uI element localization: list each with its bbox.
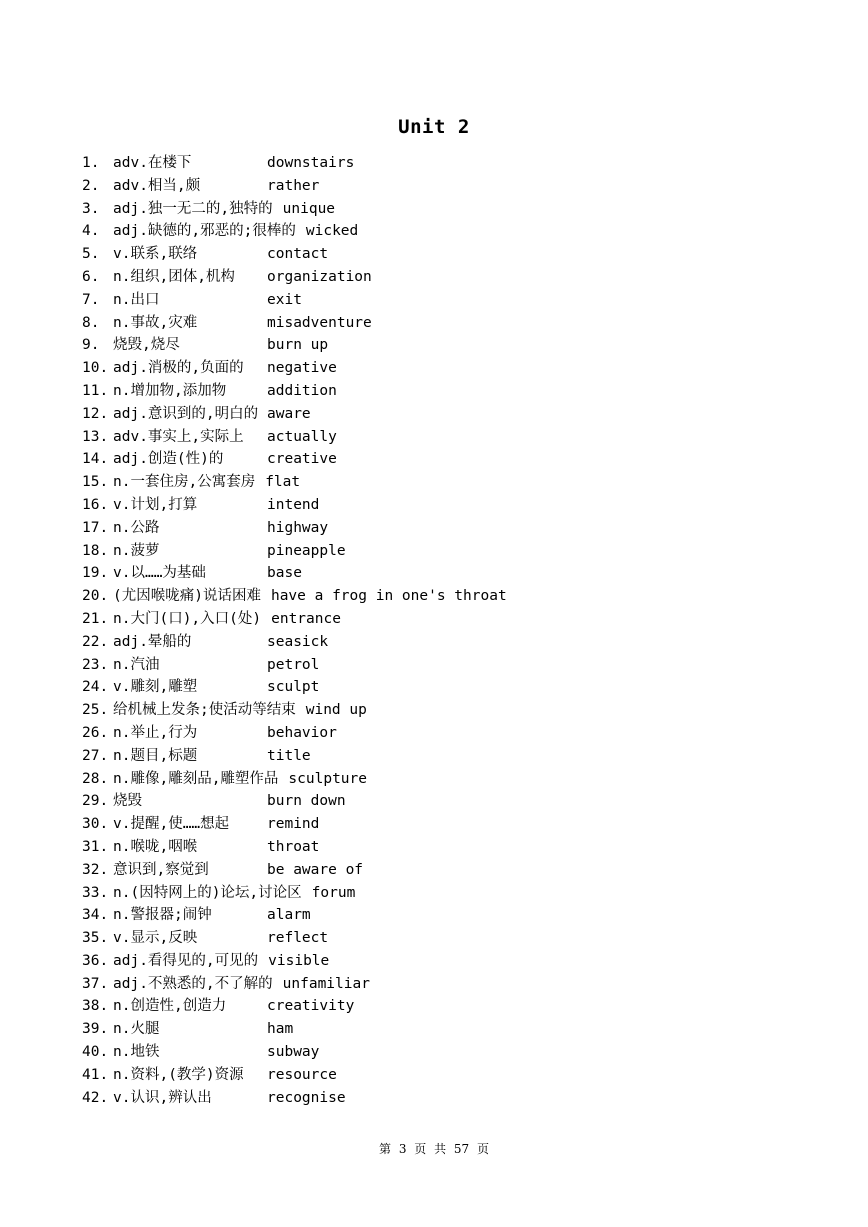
entry-definition: 给机械上发条;使活动等结束 (113, 702, 296, 719)
entry-definition: v.认识,辨认出 (113, 1089, 212, 1106)
entry-definition: n.资料,(教学)资源 (113, 1066, 244, 1083)
entry-definition: 意识到,察觉到 (113, 861, 209, 878)
entry-term: forum (311, 884, 356, 901)
entry-definition: v.提醒,使……想起 (113, 816, 230, 833)
vocab-row (82, 859, 782, 882)
entry-definition: n.出口 (113, 291, 160, 308)
entry-definition: 烧毁,烧尽 (113, 337, 180, 354)
vocab-row (82, 517, 782, 540)
entry-term: wind up (305, 702, 367, 719)
entry-definition: n.增加物,添加物 (113, 382, 227, 399)
entry-number: 40. (82, 1044, 109, 1061)
entry-term: be aware of (267, 861, 364, 878)
entry-definition: n.举止,行为 (113, 724, 198, 741)
entry-number: 16. (82, 496, 109, 513)
entry-definition: adj.独一无二的,独特的 (113, 200, 273, 217)
entry-number: 25. (82, 702, 109, 719)
vocab-row (82, 334, 782, 357)
vocab-row (82, 585, 782, 608)
vocab-row (82, 654, 782, 677)
vocab-row (82, 676, 782, 699)
entry-term: negative (267, 360, 337, 377)
vocab-list (82, 152, 782, 1109)
entry-number: 33. (82, 884, 109, 901)
vocab-row (82, 1018, 782, 1041)
entry-term: intend (267, 496, 320, 513)
entry-number: 10. (82, 360, 109, 377)
entry-term: alarm (267, 907, 311, 924)
entry-definition: n.事故,灾难 (113, 314, 198, 331)
entry-definition: adv.事实上,实际上 (113, 428, 244, 445)
entry-definition: adj.不熟悉的,不了解的 (113, 975, 273, 992)
vocab-row (82, 904, 782, 927)
entry-number: 13. (82, 428, 109, 445)
entry-definition: v.雕刻,雕塑 (113, 679, 198, 696)
entry-definition: adj.创造(性)的 (113, 451, 224, 468)
vocab-row (82, 1041, 782, 1064)
entry-number: 2. (82, 177, 100, 194)
entry-number: 30. (82, 816, 109, 833)
entry-definition: n.警报器;闹钟 (113, 907, 212, 924)
entry-term: recognise (267, 1089, 346, 1106)
vocab-row (82, 540, 782, 563)
entry-number: 27. (82, 747, 109, 764)
entry-term: downstairs (267, 155, 355, 171)
vocab-row (82, 175, 782, 198)
entry-term: throat (267, 838, 320, 855)
entry-term: actually (267, 428, 337, 445)
entry-term: unfamiliar (282, 975, 370, 992)
entry-definition: adj.消极的,负面的 (113, 360, 244, 377)
vocab-row (82, 380, 782, 403)
entry-number: 34. (82, 907, 109, 924)
vocab-row (82, 312, 782, 335)
entry-definition: adj.意识到的,明白的 (113, 405, 259, 422)
vocab-row (82, 790, 782, 813)
vocab-row (82, 745, 782, 768)
entry-number: 7. (82, 291, 100, 308)
entry-number: 15. (82, 474, 109, 491)
entry-number: 26. (82, 724, 109, 741)
entry-term: rather (267, 177, 320, 194)
entry-term: seasick (267, 633, 329, 650)
page-title: Unit 2 (398, 116, 470, 138)
entry-term: creativity (267, 998, 355, 1015)
vocab-row (82, 448, 782, 471)
entry-number: 14. (82, 451, 109, 468)
entry-number: 37. (82, 975, 109, 992)
entry-number: 21. (82, 610, 109, 627)
entry-term: remind (267, 816, 320, 833)
entry-definition: n.大门(口),入口(处) (113, 610, 262, 627)
vocab-row (82, 198, 782, 221)
entry-definition: n.题目,标题 (113, 747, 198, 764)
vocab-row (82, 220, 782, 243)
entry-term: flat (265, 474, 301, 491)
entry-number: 19. (82, 565, 109, 582)
entry-number: 32. (82, 861, 109, 878)
entry-term: exit (267, 291, 302, 308)
vocab-row (82, 768, 782, 791)
vocab-row (82, 882, 782, 905)
entry-term: burn up (267, 337, 329, 354)
entry-definition: n.公路 (113, 519, 160, 536)
entry-number: 23. (82, 656, 109, 673)
entry-definition: v.计划,打算 (113, 496, 198, 513)
entry-term: burn down (267, 793, 346, 810)
entry-term: petrol (267, 656, 320, 673)
entry-number: 39. (82, 1021, 109, 1038)
vocab-row (82, 973, 782, 996)
entry-term: entrance (271, 610, 341, 627)
entry-number: 18. (82, 542, 109, 559)
entry-term: wicked (305, 223, 359, 240)
entry-term: title (267, 747, 311, 764)
entry-number: 8. (82, 314, 100, 331)
entry-term: highway (267, 519, 329, 536)
entry-definition: n.地铁 (113, 1044, 160, 1061)
entry-term: have a frog in one's throat (270, 588, 507, 605)
entry-definition: n.喉咙,咽喉 (113, 838, 198, 855)
entry-definition: n.(因特网上的)论坛,讨论区 (113, 884, 302, 901)
vocab-row (82, 562, 782, 585)
vocab-row (82, 1087, 782, 1110)
entry-term: addition (267, 382, 337, 399)
entry-definition: adv.在楼下 (113, 155, 192, 171)
entry-term: behavior (267, 724, 337, 741)
entry-number: 6. (82, 268, 100, 285)
entry-number: 4. (82, 223, 100, 240)
vocab-row (82, 471, 782, 494)
vocab-row (82, 152, 782, 175)
vocab-row (82, 1064, 782, 1087)
entry-number: 41. (82, 1066, 109, 1083)
entry-definition: adj.缺德的,邪恶的;很棒的 (113, 223, 296, 240)
entry-number: 38. (82, 998, 109, 1015)
vocab-row (82, 608, 782, 631)
entry-definition: v.联系,联络 (113, 246, 198, 263)
entry-number: 29. (82, 793, 109, 810)
entry-definition: n.一套住房,公寓套房 (113, 474, 256, 491)
entry-definition: n.雕像,雕刻品,雕塑作品 (113, 770, 279, 787)
entry-definition: adj.晕船的 (113, 633, 192, 650)
entry-number: 20. (82, 588, 109, 605)
entry-definition: n.汽油 (113, 656, 160, 673)
entry-term: reflect (267, 930, 329, 947)
entry-number: 31. (82, 838, 109, 855)
entry-number: 17. (82, 519, 109, 536)
vocab-row (82, 950, 782, 973)
entry-number: 35. (82, 930, 109, 947)
vocab-row (82, 403, 782, 426)
vocab-row (82, 426, 782, 449)
entry-definition: adv.相当,颇 (113, 177, 201, 194)
entry-number: 42. (82, 1089, 109, 1106)
entry-term: pineapple (267, 542, 346, 559)
entry-definition: n.创造性,创造力 (113, 998, 227, 1015)
entry-term: organization (267, 268, 372, 285)
entry-definition: adj.看得见的,可见的 (113, 952, 259, 969)
entry-term: unique (282, 200, 336, 217)
vocab-row (82, 631, 782, 654)
vocab-row (82, 927, 782, 950)
entry-number: 9. (82, 337, 100, 354)
vocab-row (82, 836, 782, 859)
entry-number: 5. (82, 246, 100, 263)
vocab-row (82, 289, 782, 312)
page-footer: 第 3 页 共 57 页 (379, 1142, 489, 1156)
entry-number: 12. (82, 405, 109, 422)
entry-term: visible (268, 952, 330, 969)
entry-term: misadventure (267, 314, 372, 331)
vocab-row (82, 357, 782, 380)
entry-number: 22. (82, 633, 109, 650)
entry-term: aware (267, 405, 311, 422)
entry-number: 1. (82, 155, 100, 171)
entry-number: 11. (82, 382, 109, 399)
entry-definition: v.以……为基础 (113, 565, 206, 582)
entry-number: 24. (82, 679, 109, 696)
entry-term: resource (267, 1066, 337, 1083)
vocab-row (82, 243, 782, 266)
vocab-row (82, 266, 782, 289)
vocab-row (82, 494, 782, 517)
entry-definition: (尤因喉咙痛)说话困难 (113, 588, 261, 605)
vocab-row (82, 722, 782, 745)
entry-number: 28. (82, 770, 109, 787)
entry-definition: v.显示,反映 (113, 930, 198, 947)
entry-definition: n.火腿 (113, 1021, 160, 1038)
vocab-row (82, 995, 782, 1018)
entry-term: sculpture (288, 770, 367, 787)
entry-term: contact (267, 246, 329, 263)
entry-term: subway (267, 1044, 320, 1061)
entry-term: creative (267, 451, 337, 468)
entry-term: base (267, 565, 302, 582)
entry-definition: n.组织,团体,机构 (113, 268, 235, 285)
entry-term: ham (267, 1021, 294, 1038)
entry-definition: 烧毁 (113, 793, 142, 810)
entry-term: sculpt (267, 679, 320, 696)
vocab-row (82, 699, 782, 722)
entry-number: 36. (82, 952, 109, 969)
entry-number: 3. (82, 200, 100, 217)
vocab-row (82, 813, 782, 836)
entry-definition: n.菠萝 (113, 542, 160, 559)
